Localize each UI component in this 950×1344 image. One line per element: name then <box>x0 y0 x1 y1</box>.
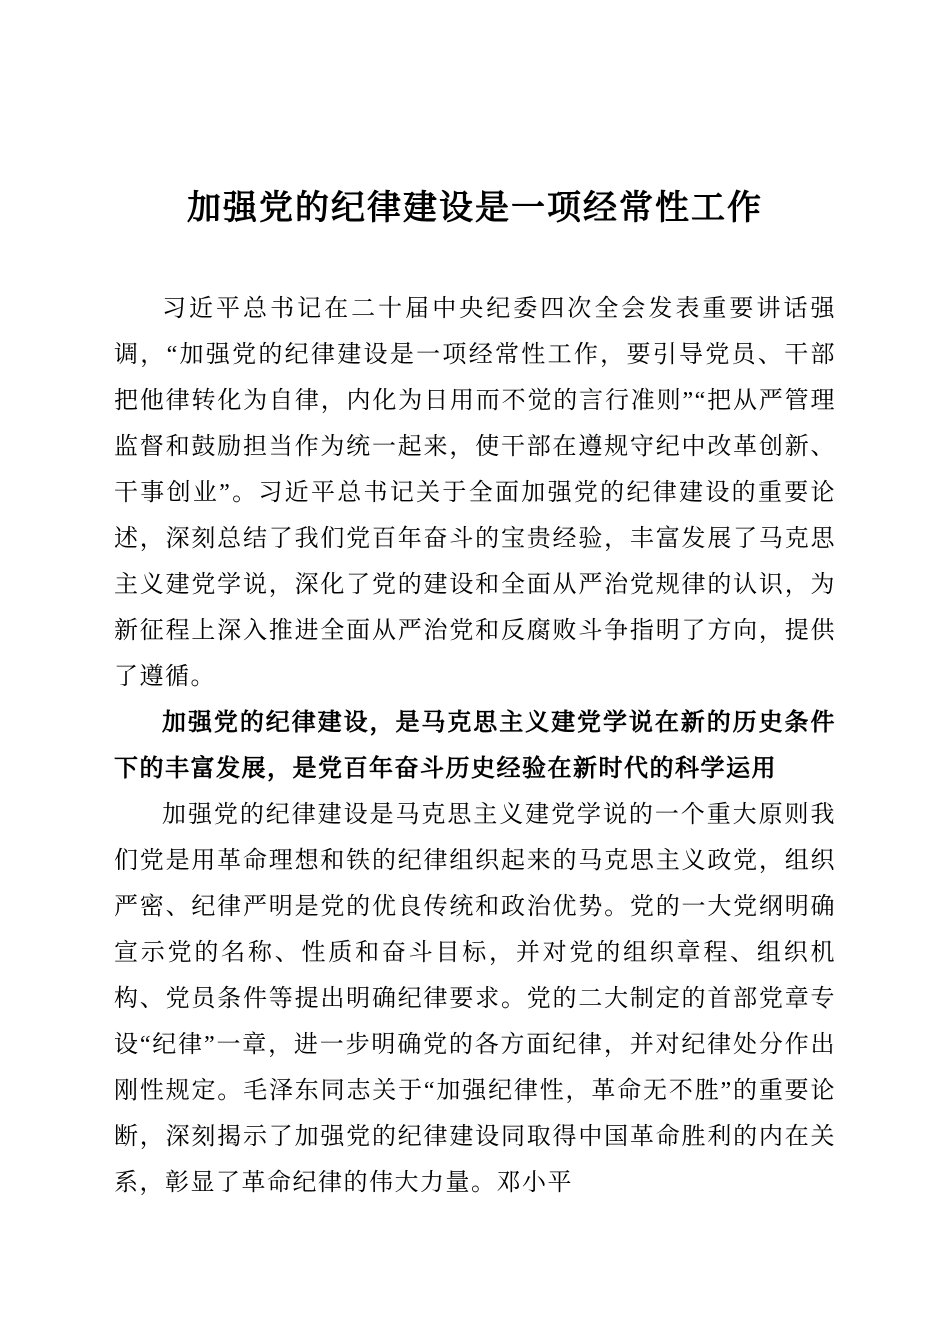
document-title: 加强党的纪律建设是一项经常性工作 <box>187 188 763 228</box>
paragraph-subheading-bold: 加强党的纪律建设，是马克思主义建党学说在新的历史条件下的丰富发展，是党百年奋斗历史经验在新时代的科学运用 <box>114 710 836 783</box>
paragraph-body: 加强党的纪律建设是马克思主义建党学说的一个重大原则我们党是用革命理想和铁的纪律组织起来的马克思主义政党，组织严密、纪律严明是党的优良传统和政治优势。党的一大党纲明确宣示党的名称、性质和奋斗目标，并对党的组织章程、组织机构、党员条件等提出明确纪律要求。党的二大制定的首部党章专设“纪律”一章，进一步明确党的各方面纪律，并对纪律处分作出刚性规定。毛泽东同志关于“加强纪律性，革命无不胜”的重要论断，深刻揭示了加强党的纪律建设同取得中国革命胜利的内在关系，彰显了革命纪律的伟大力量。邓小平 <box>114 802 836 1197</box>
paragraph-intro: 习近平总书记在二十届中央纪委四次全会发表重要讲话强调，“加强党的纪律建设是一项经常性工作，要引导党员、干部把他律转化为自律，内化为日用而不觉的言行准则”“把从严管理监督和鼓励担当作为统一起来，使干部在遵规守纪中改革创新、干事创业”。习近平总书记关于全面加强党的纪律建设的重要论述，深刻总结了我们党百年奋斗的宝贵经验，丰富发展了马克思主义建党学说，深化了党的建设和全面从严治党规律的认识，为新征程上深入推进全面从严治党和反腐败斗争指明了方向，提供了遵循。 <box>114 296 836 691</box>
